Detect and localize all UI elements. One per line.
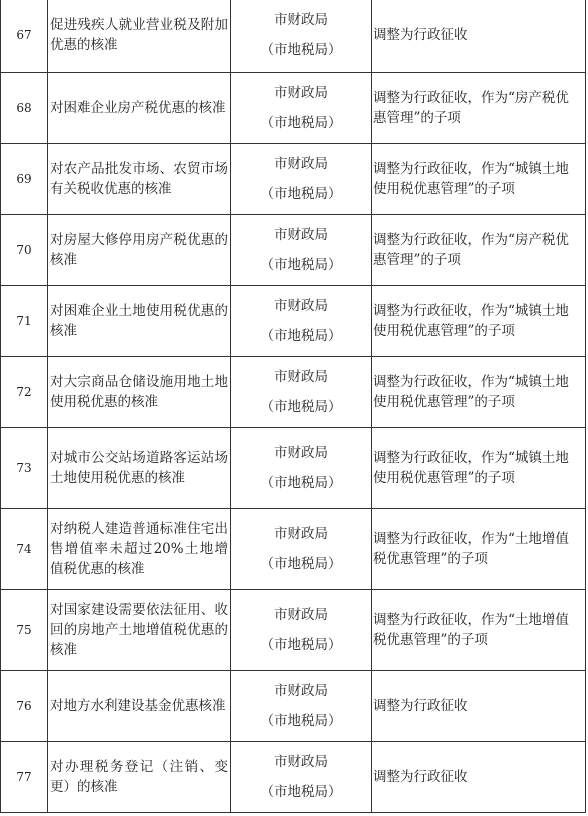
sub-department-name: （市地税局） [260, 115, 342, 131]
sub-department-name: （市地税局） [260, 328, 342, 344]
sub-department-name: （市地税局） [260, 186, 342, 202]
adjustment-note: 调整为行政征收，作为“房产税优惠管理”的子项 [372, 215, 586, 286]
adjustment-note: 调整为行政征收，作为“土地增值税优惠管理”的子项 [372, 509, 586, 590]
department-cell [231, 742, 372, 813]
department-name: 市财政局 [274, 683, 328, 699]
row-number: 68 [1, 73, 48, 144]
row-number: 77 [1, 742, 48, 813]
item-name: 对农产品批发市场、农贸市场有关税收优惠的核准 [48, 144, 231, 215]
table-row [1, 590, 586, 671]
row-number: 71 [1, 286, 48, 357]
department-cell [231, 215, 372, 286]
sub-department-name: （市地税局） [260, 475, 342, 491]
department-cell [231, 509, 372, 590]
row-number: 72 [1, 357, 48, 428]
item-name: 促进残疾人就业营业税及附加优惠的核准 [48, 0, 231, 73]
item-name: 对地方水利建设基金优惠核准 [48, 671, 231, 742]
row-number: 75 [1, 590, 48, 671]
adjustment-note: 调整为行政征收，作为“城镇土地使用税优惠管理”的子项 [372, 357, 586, 428]
table-row [1, 357, 586, 428]
department-cell [231, 590, 372, 671]
item-name: 对大宗商品仓储设施用地土地使用税优惠的核准 [48, 357, 231, 428]
item-name: 对办理税务登记（注销、变更）的核准 [48, 742, 231, 813]
table-row [1, 286, 586, 357]
department-cell [231, 357, 372, 428]
table-row [1, 144, 586, 215]
department-name: 市财政局 [274, 85, 328, 101]
adjustment-note: 调整为行政征收 [372, 0, 586, 73]
item-name: 对困难企业房产税优惠的核准 [48, 73, 231, 144]
table-row [1, 0, 586, 73]
sub-department-name: （市地税局） [260, 713, 342, 729]
adjustment-note: 调整为行政征收，作为“城镇土地使用税优惠管理”的子项 [372, 428, 586, 509]
adjustment-note: 调整为行政征收，作为“城镇土地使用税优惠管理”的子项 [372, 144, 586, 215]
adjustment-note: 调整为行政征收 [372, 742, 586, 813]
adjustment-note: 调整为行政征收，作为“城镇土地使用税优惠管理”的子项 [372, 286, 586, 357]
adjustment-note: 调整为行政征收，作为“土地增值税优惠管理”的子项 [372, 590, 586, 671]
adjustment-note: 调整为行政征收 [372, 671, 586, 742]
table-row [1, 215, 586, 286]
department-name: 市财政局 [274, 12, 328, 28]
row-number: 76 [1, 671, 48, 742]
department-cell [231, 286, 372, 357]
row-number: 67 [1, 0, 48, 73]
item-name: 对纳税人建造普通标准住宅出售增值率未超过20%土地增值税优惠的核准 [48, 509, 231, 590]
table-row [1, 428, 586, 509]
department-name: 市财政局 [274, 526, 328, 542]
item-name: 对城市公交站场道路客运站场土地使用税优惠的核准 [48, 428, 231, 509]
department-cell [231, 144, 372, 215]
adjustment-note: 调整为行政征收，作为“房产税优惠管理”的子项 [372, 73, 586, 144]
sub-department-name: （市地税局） [260, 257, 342, 273]
department-cell [231, 0, 372, 73]
sub-department-name: （市地税局） [260, 399, 342, 415]
sub-department-name: （市地税局） [260, 556, 342, 572]
table-row [1, 73, 586, 144]
table-row [1, 742, 586, 813]
row-number: 69 [1, 144, 48, 215]
sub-department-name: （市地税局） [260, 637, 342, 653]
department-name: 市财政局 [274, 607, 328, 623]
table-row [1, 671, 586, 742]
department-name: 市财政局 [274, 369, 328, 385]
department-name: 市财政局 [274, 754, 328, 770]
department-name: 市财政局 [274, 298, 328, 314]
row-number: 70 [1, 215, 48, 286]
department-cell [231, 428, 372, 509]
department-cell [231, 671, 372, 742]
row-number: 74 [1, 509, 48, 590]
department-name: 市财政局 [274, 156, 328, 172]
department-cell [231, 73, 372, 144]
department-name: 市财政局 [274, 445, 328, 461]
table-row [1, 509, 586, 590]
sub-department-name: （市地税局） [260, 42, 342, 58]
item-name: 对房屋大修停用房产税优惠的核准 [48, 215, 231, 286]
sub-department-name: （市地税局） [260, 784, 342, 800]
row-number: 73 [1, 428, 48, 509]
department-name: 市财政局 [274, 227, 328, 243]
item-name: 对困难企业土地使用税优惠的核准 [48, 286, 231, 357]
item-name: 对国家建设需要依法征用、收回的房地产土地增值税优惠的核准 [48, 590, 231, 671]
